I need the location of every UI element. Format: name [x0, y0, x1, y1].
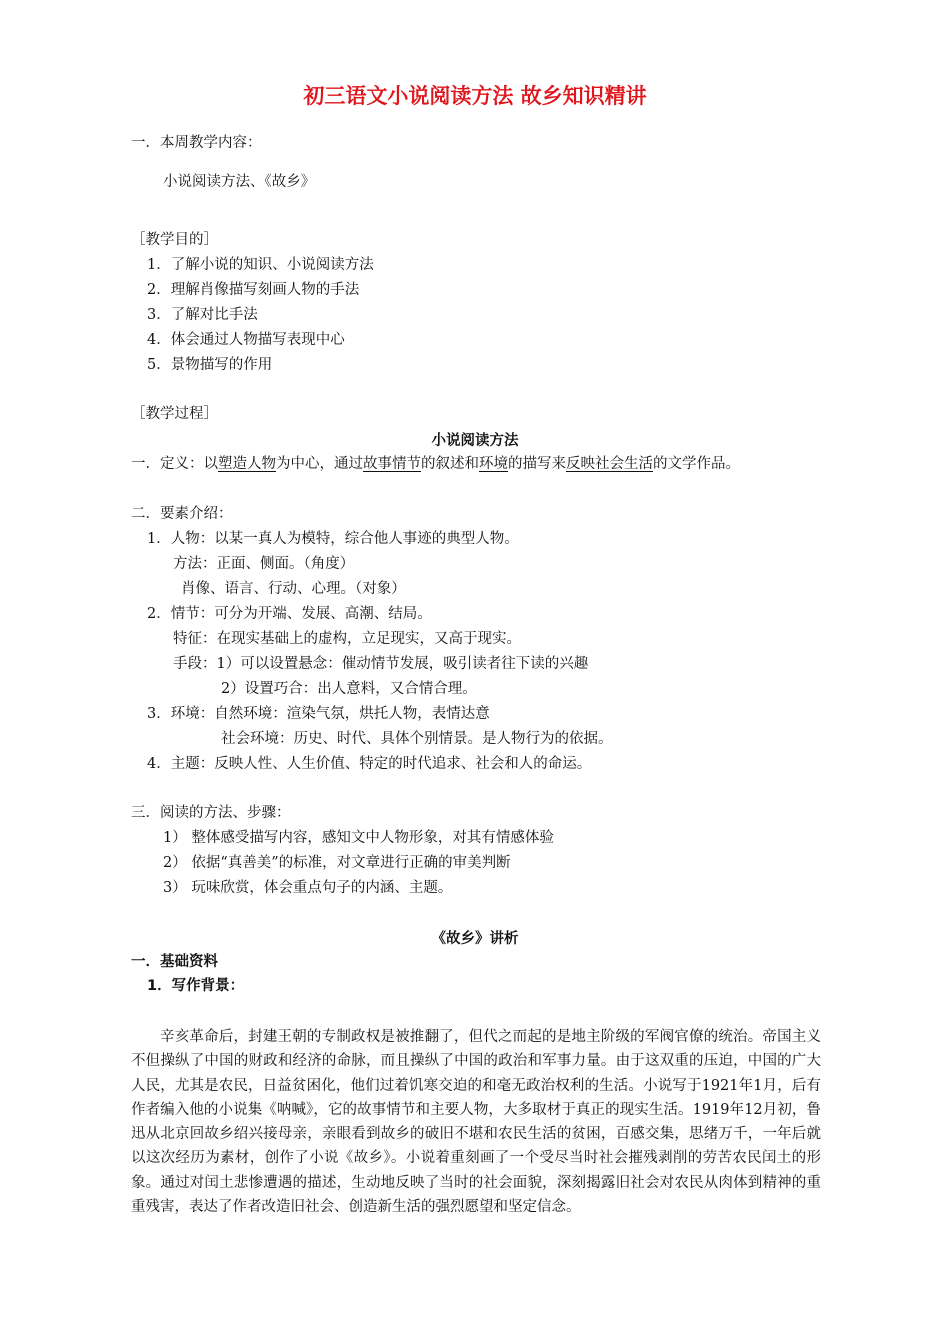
goal-item: 3．了解对比手法	[147, 307, 258, 323]
basic-info-heading: 一．基础资料	[131, 954, 218, 970]
method-item: 1） 整体感受描写内容，感知文中人物形象，对其有情感体验	[163, 830, 554, 846]
elements-heading: 二．要素介绍：	[131, 506, 233, 522]
definition-underlined-term: 塑造人物	[218, 456, 276, 472]
element-line: 4．主题：反映人性、人生价值、特定的时代追求、社会和人的命运。	[147, 756, 592, 772]
definition-line	[131, 454, 740, 474]
definition-underlined-term: 环境	[479, 456, 508, 472]
element-line: 特征：在现实基础上的虚构，立足现实，又高于现实。	[173, 631, 521, 647]
definition-text: 为中心，通过	[276, 456, 363, 472]
definition-text: 的文学作品。	[653, 456, 740, 472]
element-line: 1．人物：以某一真人为模特，综合他人事迹的典型人物。	[147, 531, 519, 547]
element-line: 肖像、语言、行动、心理。（对象）	[181, 581, 406, 597]
goal-item: 5．景物描写的作用	[147, 357, 273, 373]
element-line: 方法：正面、侧面。（角度）	[173, 556, 355, 572]
definition-underlined-term: 故事情节	[363, 456, 421, 472]
section-subtitle-reading-method: 小说阅读方法	[431, 433, 519, 449]
element-line: 社会环境：历史、时代、具体个别情景。是人物行为的依据。	[221, 731, 613, 747]
method-item: 3） 玩味欣赏，体会重点句子的内涵、主题。	[163, 880, 453, 896]
section-subtitle-guxiang: 《故乡》讲析	[431, 931, 519, 947]
definition-text: 一．定义：以	[131, 456, 218, 472]
method-item: 2） 依据“真善美”的标准，对文章进行正确的审美判断	[163, 855, 511, 871]
goal-item: 1．了解小说的知识、小说阅读方法	[147, 257, 374, 273]
element-line: 手段：1）可以设置悬念：催动情节发展，吸引读者往下读的兴趣	[173, 656, 589, 672]
definition-text: 的叙述和	[421, 456, 479, 472]
element-line: 2．情节：可分为开端、发展、高潮、结局。	[147, 606, 432, 622]
weekly-content-text: 小说阅读方法、《故乡》	[163, 174, 316, 190]
document-title: 初三语文小说阅读方法 故乡知识精讲	[303, 84, 647, 108]
goal-item: 4．体会通过人物描写表现中心	[147, 332, 345, 348]
writing-background-heading: 1．写作背景：	[147, 978, 245, 994]
element-line: 2）设置巧合：出人意料，又合情合理。	[221, 681, 477, 697]
process-heading: ［教学过程］	[131, 406, 218, 422]
goal-item: 2．理解肖像描写刻画人物的手法	[147, 282, 360, 298]
definition-text: 的描写来	[508, 456, 566, 472]
definition-underlined-term: 反映社会生活	[566, 456, 653, 472]
writing-background-paragraph: 辛亥革命后，封建王朝的专制政权是被推翻了，但代之而起的是地主阶级的军阀官僚的统治。帝国主义不但操纵了中国的财政和经济的命脉，而且操纵了中国的政治和军事力量。由于这双重的压迫，中国的广大人民，尤其是农民，日益贫困化，他们过着饥寒交迫的和毫无政治权利的生活。小说写于1921年1月，后有作者编入他的小说集《呐喊》，它的故事情节和主要人物，大多取材于真正的现实生活。1919年12月初，鲁迅从北京回故乡绍兴接母亲，亲眼看到故乡的破旧不堪和农民生活的贫困，百感交集，思绪万千，一年后就以这次经历为素材，创作了小说《故乡》。小说着重刻画了一个受尽当时社会摧残剥削的劳苦农民闰土的形象。通过对闰土悲惨遭遇的描述，生动地反映了当时的社会面貌，深刻揭露旧社会对农民从肉体到精神的重重残害，表达了作者改造旧社会、创造新生活的强烈愿望和坚定信念。	[131, 1029, 821, 1216]
section-heading-weekly-content: 一．本周教学内容：	[131, 135, 262, 151]
goals-heading: ［教学目的］	[131, 232, 218, 248]
element-line: 3．环境：自然环境：渲染气氛，烘托人物，表情达意	[147, 706, 490, 722]
method-heading: 三．阅读的方法、步骤：	[131, 805, 291, 821]
